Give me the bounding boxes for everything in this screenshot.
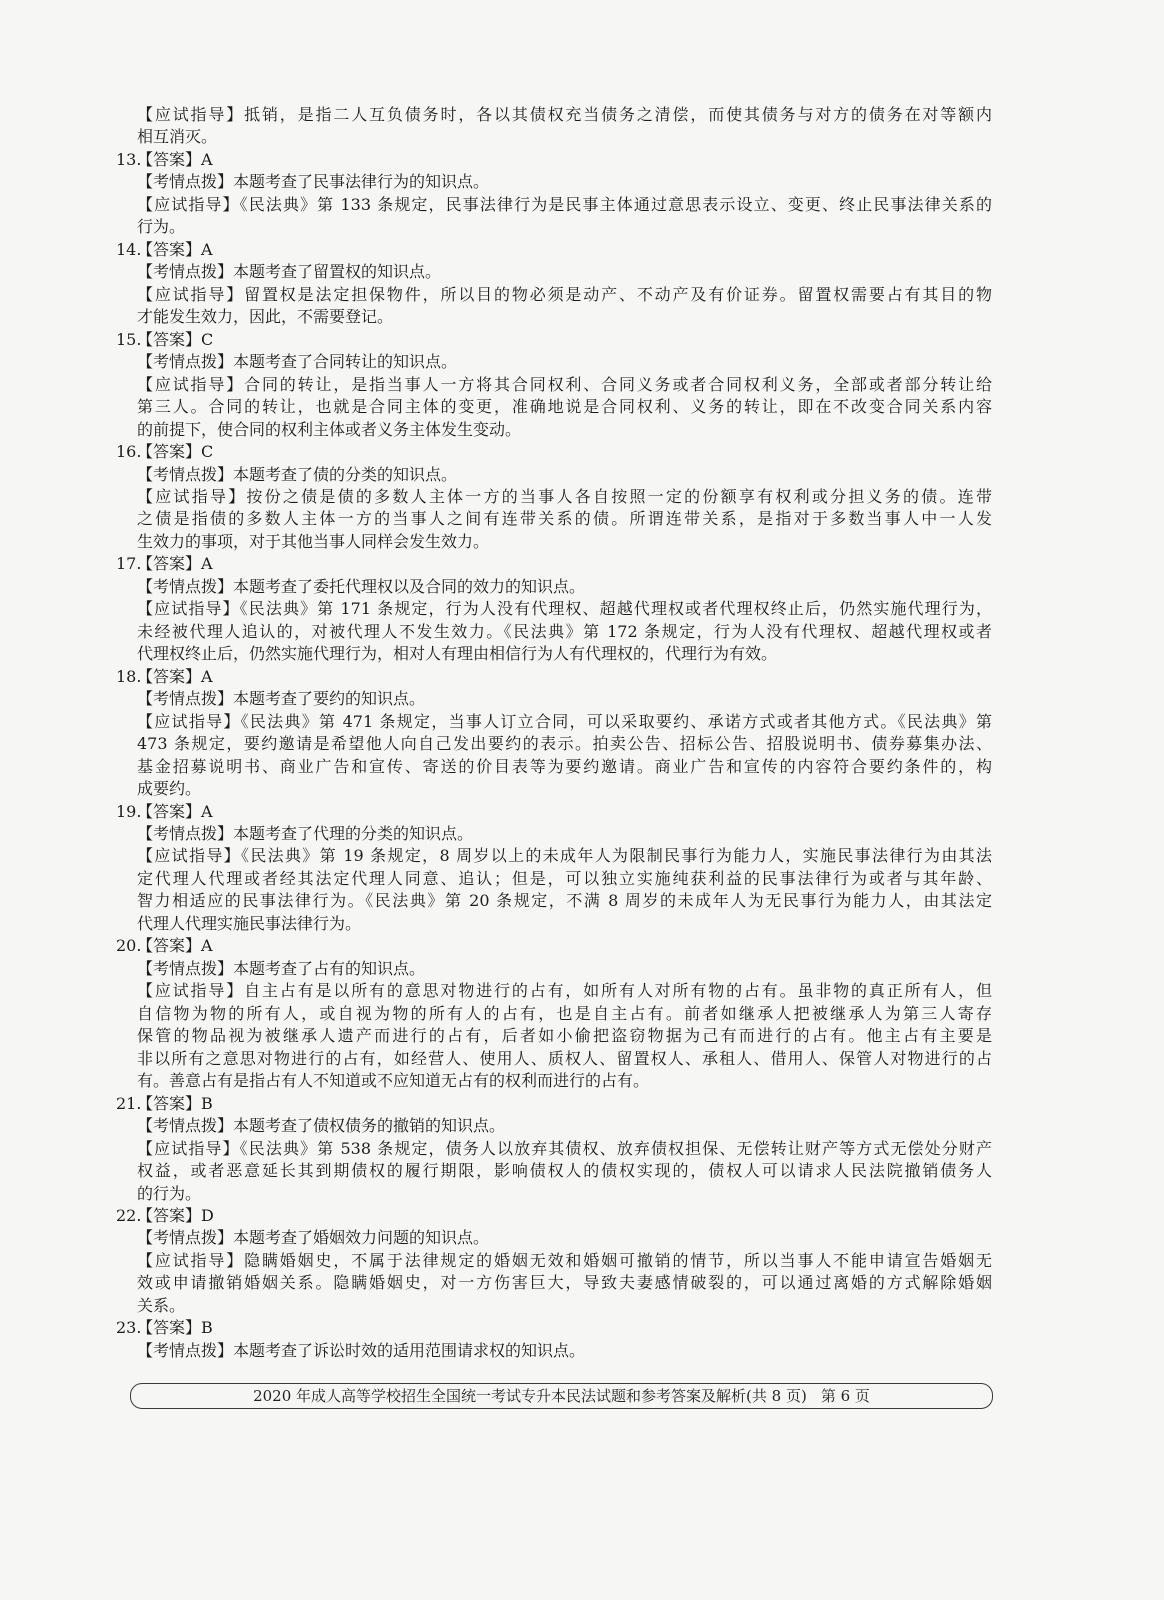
guidance-line: 相互消灭。 (137, 127, 218, 147)
question-block-22 (116, 1205, 992, 1317)
guidance-line: 未经被代理人追认的，对被代理人不发生效力。《民法典》第 172 条规定，行为人没有代理权、超越代理权或者 (137, 621, 992, 641)
guidance-line: 【应试指导】自主占有是以所有的意思对物进行的占有，如所有人对所有物的占有。虽非物的真正所有人，但 (137, 981, 992, 1001)
guidance-line: 定代理人代理或者经其法定代理人同意、追认；但是，可以独立实施纯获利益的民事法律行为或者与其年龄、 (137, 868, 992, 888)
guidance-line: 【应试指导】《民法典》第 471 条规定，当事人订立合同，可以采取要约、承诺方式或者其他方式。《民法典》第 (137, 711, 992, 731)
guidance-line: 【应试指导】《民法典》第 133 条规定，民事法律行为是民事主体通过意思表示设立、变更、终止民事法律关系的 (137, 194, 992, 214)
guidance-line: 之债是指债的多数人主体一方的当事人之间有连带关系的债。所谓连带关系，是指对于多数当事人中一人发 (137, 509, 992, 529)
answer-label: 【答案】A (137, 239, 213, 259)
question-number: 13. (116, 149, 142, 169)
answer-label: 【答案】A (137, 936, 213, 956)
question-number: 22. (116, 1205, 142, 1225)
footer-page-number: 第 6 页 (820, 1387, 870, 1405)
guidance-line: 关系。 (137, 1295, 186, 1315)
question-block-17 (116, 553, 992, 665)
guidance-line: 才能发生效力，因此，不需要登记。 (137, 307, 394, 327)
question-number: 16. (116, 442, 142, 462)
guidance-line: 保管的物品视为被继承人遗产而进行的占有，后者如小偷把盗窃物据为己有而进行的占有。他主占有主要是 (137, 1026, 992, 1046)
answer-label: 【答案】A (137, 554, 213, 574)
exam-point-line: 【考情点拨】本题考查了合同转让的知识点。 (137, 352, 458, 372)
question-number: 23. (116, 1318, 142, 1338)
guidance-line: 生效力的事项，对于其他当事人同样会发生效力。 (137, 531, 490, 551)
question-block-18 (116, 666, 992, 801)
guidance-line: 【应试指导】按份之债是债的多数人主体一方的当事人各自按照一定的份额享有权利或分担义务的债。连带 (137, 486, 992, 506)
page-footer (130, 1383, 993, 1409)
footer-title: 2020 年成人高等学校招生全国统一考试专升本民法试题和参考答案及解析(共 8 页) (253, 1387, 807, 1405)
question-block-20 (116, 935, 992, 1092)
question-block-21 (116, 1093, 992, 1205)
answer-label: 【答案】C (137, 442, 214, 462)
exam-point-line: 【考情点拨】本题考查了民事法律行为的知识点。 (137, 172, 490, 192)
guidance-line: 代理权终止后，仍然实施代理行为，相对人有理由相信行为人有代理权的，代理行为有效。 (137, 644, 778, 664)
guidance-line: 【应试指导】留置权是法定担保物件，所以目的物必须是动产、不动产及有价证券。留置权需要占有其目的物 (137, 284, 992, 304)
answer-label: 【答案】C (137, 329, 214, 349)
guidance-line: 权益，或者恶意延长其到期债权的履行期限，影响债权人的债权实现的，债权人可以请求人民法院撤销债务人 (137, 1161, 992, 1181)
exam-point-line: 【考情点拨】本题考查了诉讼时效的适用范围请求权的知识点。 (137, 1340, 586, 1360)
answer-label: 【答案】B (137, 1093, 213, 1113)
question-number: 15. (116, 329, 142, 349)
guidance-line: 【应试指导】《民法典》第 171 条规定，行为人没有代理权、超越代理权或者代理权终止后，仍然实施代理行为， (137, 599, 992, 619)
guidance-line: 代理人代理实施民事法律行为。 (137, 913, 362, 933)
exam-point-line: 【考情点拨】本题考查了委托代理权以及合同的效力的知识点。 (137, 576, 586, 596)
question-number: 21. (116, 1093, 142, 1113)
question-block-14 (116, 239, 992, 329)
guidance-line: 【应试指导】隐瞒婚姻史，不属于法律规定的婚姻无效和婚姻可撤销的情节，所以当事人不能申请宣告婚姻无 (137, 1250, 992, 1270)
guidance-line: 第三人。合同的转让，也就是合同主体的变更，准确地说是合同权利、义务的转让，即在不改变合同关系内容 (137, 397, 992, 417)
guidance-line: 【应试指导】合同的转让，是指当事人一方将其合同权利、合同义务或者合同权利义务，全部或者部分转让给 (137, 374, 992, 394)
question-block-19 (116, 801, 992, 936)
answer-label: 【答案】A (137, 666, 213, 686)
answer-label: 【答案】B (137, 1318, 213, 1338)
guidance-line: 的前提下，使合同的权利主体或者义务主体发生变动。 (137, 419, 522, 439)
guidance-line: 智力相适应的民事法律行为。《民法典》第 20 条规定，不满 8 周岁的未成年人为无民事行为能力人，由其法定 (137, 891, 992, 911)
answer-label: 【答案】D (137, 1205, 214, 1225)
guidance-line: 的行为。 (137, 1183, 202, 1203)
answer-label: 【答案】A (137, 149, 213, 169)
guidance-line: 【应试指导】抵销，是指二人互负债务时，各以其债权充当债务之清偿，而使其债务与对方的债务在对等额内 (137, 105, 992, 124)
answer-label: 【答案】A (137, 801, 213, 821)
question-number: 17. (116, 554, 142, 574)
guidance-line: 【应试指导】《民法典》第 538 条规定，债务人以放弃其债权、放弃债权担保、无偿转让财产等方式无偿处分财产 (137, 1138, 992, 1158)
question-block-12-continued (137, 104, 992, 149)
guidance-line: 【应试指导】《民法典》第 19 条规定，8 周岁以上的未成年人为限制民事行为能力人，实施民事法律行为由其法 (137, 846, 992, 866)
question-block-15 (116, 329, 992, 441)
question-number: 18. (116, 666, 142, 686)
question-number: 19. (116, 801, 142, 821)
exam-point-line: 【考情点拨】本题考查了占有的知识点。 (137, 958, 426, 978)
question-number: 20. (116, 936, 142, 956)
exam-point-line: 【考情点拨】本题考查了债权债务的撤销的知识点。 (137, 1116, 506, 1136)
question-block-13 (116, 149, 992, 239)
guidance-line: 有。善意占有是指占有人不知道或不应知道无占有的权利而进行的占有。 (137, 1071, 650, 1091)
guidance-line: 基金招募说明书、商业广告和宣传、寄送的价目表等为要约邀请。商业广告和宣传的内容符合要约条件的，构 (137, 756, 992, 776)
guidance-line: 自信物为物的所有人，或自视为物的所有人的占有，也是自主占有。前者如继承人把被继承人为第三人寄存 (137, 1003, 992, 1023)
question-block-16 (116, 441, 992, 553)
exam-point-line: 【考情点拨】本题考查了代理的分类的知识点。 (137, 824, 474, 843)
guidance-line: 效或申请撤销婚姻关系。隐瞒婚姻史，对一方伤害巨大，导致夫妻感情破裂的，可以通过离婚的方式解除婚姻 (137, 1273, 992, 1293)
answer-analysis-body (116, 104, 992, 1362)
exam-point-line: 【考情点拨】本题考查了留置权的知识点。 (137, 262, 442, 282)
exam-point-line: 【考情点拨】本题考查了要约的知识点。 (137, 689, 426, 709)
guidance-line: 473 条规定，要约邀请是希望他人向自己发出要约的表示。拍卖公告、招标公告、招股说明书、债券募集办法、 (137, 734, 992, 754)
exam-point-line: 【考情点拨】本题考查了债的分类的知识点。 (137, 464, 458, 484)
guidance-line: 成要约。 (137, 779, 202, 799)
question-block-23 (116, 1317, 992, 1362)
guidance-line: 行为。 (137, 217, 186, 237)
question-number: 14. (116, 239, 142, 259)
guidance-line: 非以所有之意思对物进行的占有，如经营人、使用人、质权人、留置权人、承租人、借用人、保管人对物进行的占 (137, 1048, 992, 1068)
exam-point-line: 【考情点拨】本题考查了婚姻效力问题的知识点。 (137, 1228, 490, 1248)
